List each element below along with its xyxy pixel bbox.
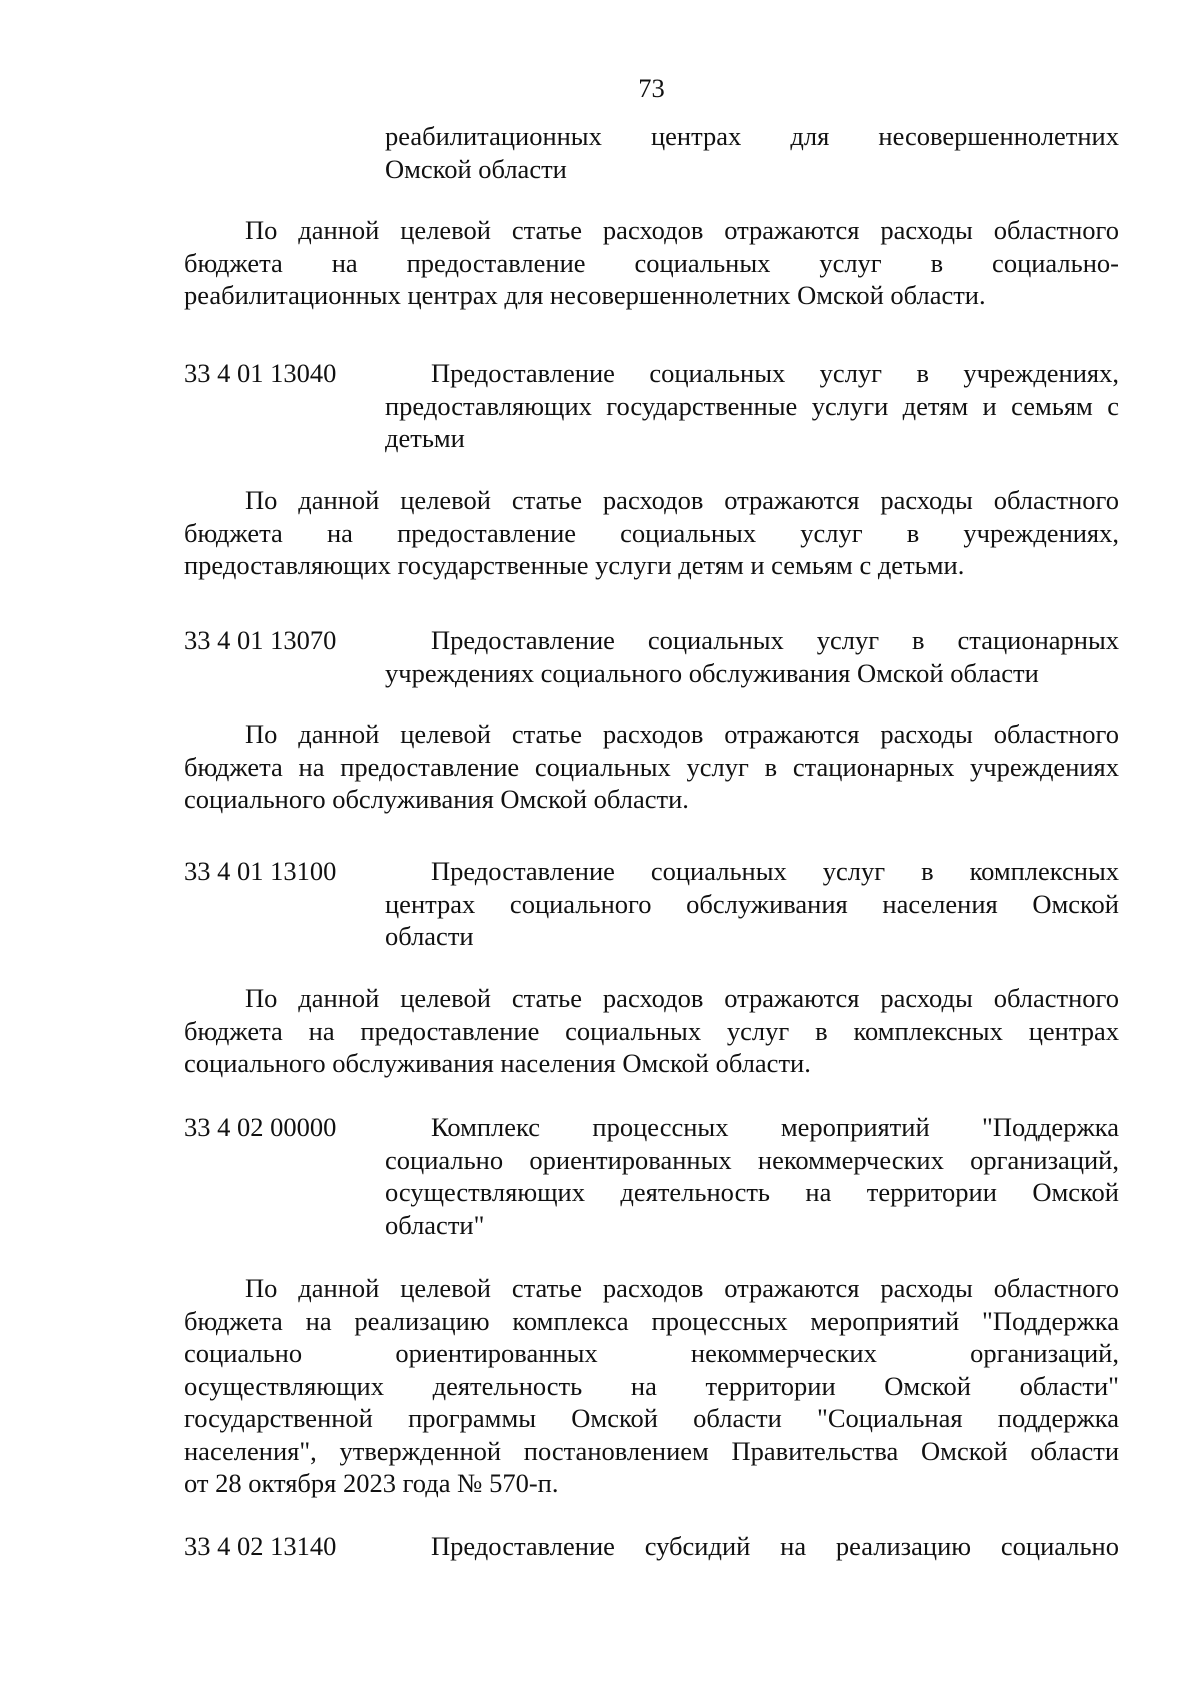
paragraph-line: бюджета на реализацию комплекса процессных мероприятий "Поддержка	[184, 1305, 1119, 1336]
description-paragraph	[184, 1272, 1119, 1500]
paragraph-line: осуществляющих деятельность на территории Омской области"	[184, 1370, 1119, 1401]
title-line: Предоставление субсидий на реализацию социально	[431, 1531, 1119, 1561]
paragraph-line: населения", утвержденной постановлением Правительства Омской области	[184, 1435, 1119, 1466]
paragraph-line: По данной целевой статье расходов отражаются расходы областного	[245, 1273, 1119, 1303]
paragraph-line: государственной программы Омской области "Социальная поддержка	[184, 1403, 1119, 1433]
paragraph-line: социального обслуживания населения Омской области.	[184, 1048, 811, 1078]
title-line: осуществляющих деятельность на территории Омской	[385, 1177, 1119, 1207]
paragraph-line: от 28 октября 2023 года № 570-п.	[184, 1468, 559, 1498]
entry-title	[385, 624, 1119, 689]
title-line: центрах социального обслуживания населения Омской	[385, 888, 1119, 919]
paragraph-line: По данной целевой статье расходов отражаются расходы областного	[245, 719, 1119, 749]
paragraph-line: бюджета на предоставление социальных услуг в учреждениях,	[184, 517, 1119, 548]
title-line: Предоставление социальных услуг в стационарных	[431, 625, 1119, 655]
title-line: Омской области	[385, 153, 567, 184]
entry-code: 33 4 02 13140	[184, 1531, 337, 1561]
entry-code: 33 4 02 00000	[184, 1112, 337, 1142]
description-paragraph	[184, 214, 1119, 312]
title-line: реабилитационных центрах для несовершеннолетних	[385, 121, 1119, 151]
entry-code: 33 4 01 13070	[184, 625, 337, 655]
paragraph-line: бюджета на предоставление социальных услуг в комплексных центрах	[184, 1015, 1119, 1046]
paragraph-line: По данной целевой статье расходов отражаются расходы областного	[245, 485, 1119, 515]
paragraph-line: социально ориентированных некоммерческих организаций,	[184, 1338, 1119, 1368]
entry-code: 33 4 01 13040	[184, 358, 337, 388]
title-line: области"	[385, 1209, 485, 1240]
paragraph-line: По данной целевой статье расходов отражаются расходы областного	[245, 215, 1119, 245]
title-line: детьми	[385, 423, 465, 453]
title-line: Предоставление социальных услуг в учреждениях,	[431, 358, 1119, 388]
paragraph-line: бюджета на предоставление социальных услуг в социально-	[184, 247, 1119, 278]
page-number: 73	[638, 73, 665, 103]
paragraph-line: По данной целевой статье расходов отражаются расходы областного	[245, 983, 1119, 1013]
description-paragraph	[184, 718, 1119, 816]
entry-title	[385, 1530, 1119, 1563]
continuation-title	[385, 120, 1119, 185]
title-line: Предоставление социальных услуг в комплексных	[431, 856, 1119, 886]
entry-title	[385, 1111, 1119, 1241]
entry-code: 33 4 01 13100	[184, 856, 337, 886]
title-line: предоставляющих государственные услуги детям и семьям с	[385, 390, 1119, 421]
entry-title	[385, 855, 1119, 953]
title-line: области	[385, 921, 474, 951]
title-line: учреждениях социального обслуживания Омской области	[385, 657, 1039, 688]
paragraph-line: реабилитационных центрах для несовершеннолетних Омской области.	[184, 280, 986, 310]
entry-title	[385, 357, 1119, 455]
title-line: социально ориентированных некоммерческих организаций,	[385, 1144, 1119, 1175]
paragraph-line: социального обслуживания Омской области.	[184, 784, 689, 814]
paragraph-line: бюджета на предоставление социальных услуг в стационарных учреждениях	[184, 751, 1119, 782]
description-paragraph	[184, 982, 1119, 1080]
title-line: Комплекс процессных мероприятий "Поддержка	[431, 1112, 1119, 1142]
description-paragraph	[184, 484, 1119, 582]
paragraph-line: предоставляющих государственные услуги детям и семьям с детьми.	[184, 550, 965, 580]
